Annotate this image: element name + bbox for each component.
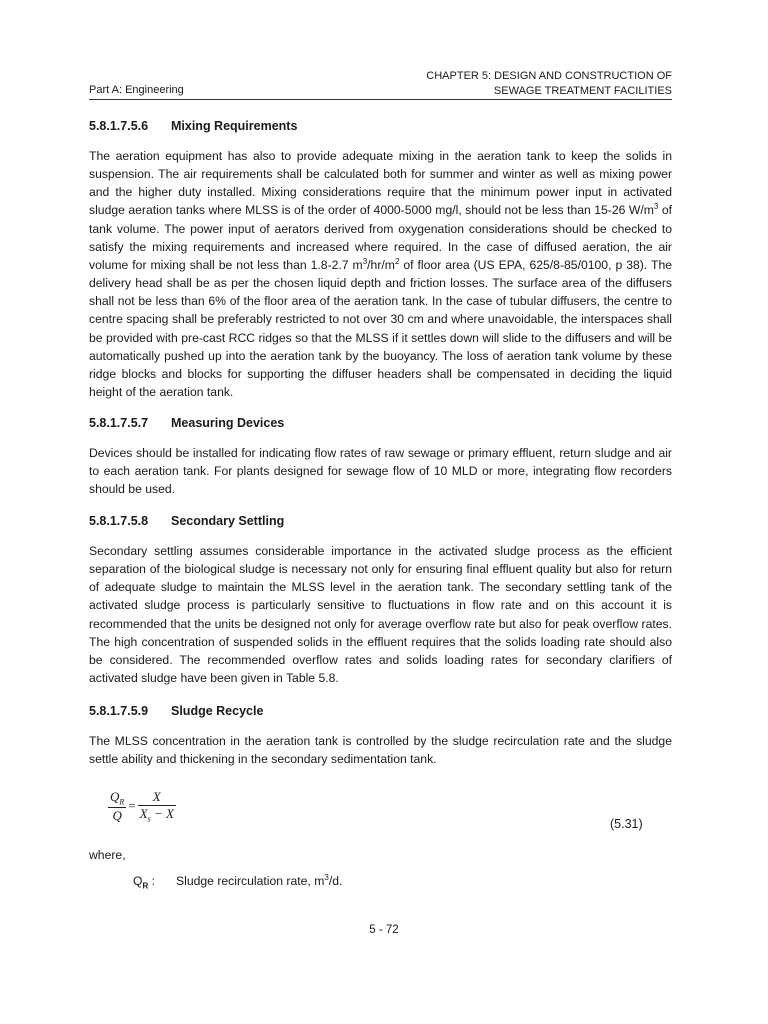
section-title: Measuring Devices (171, 416, 285, 430)
lhs-numerator (108, 789, 126, 808)
subscript-r: R (119, 797, 125, 807)
rhs-denominator (138, 806, 176, 824)
superscript: 3 (362, 256, 368, 266)
header-chapter-line1: CHAPTER 5: DESIGN AND CONSTRUCTION OF (426, 70, 672, 82)
section-title: Sludge Recycle (171, 704, 264, 718)
superscript: 2 (394, 256, 400, 266)
header-section-label: Part A: Engineering (89, 84, 184, 96)
paragraph-settling: Secondary settling assumes considerable importance in the activated sludge process as the efficient separation of the biological sludge is necessary not only for ensuring final effluent quality but also for return of adequate sludge to maintain the MLSS level in the aeration tank. The secondary settling tank of the activated sludge process is particularly sensitive to fluctuations in flow rate and on this account it is recommended that the units be designed not only for average overflow rate but also for peak overflow rates. The high concentration of suspended solids in the effluent requires that the solids loading rate should also be considered. The recommended overflow rates and solids loading rates for secondary clarifiers of activated sludge have been given in Table 5.8. (89, 544, 672, 686)
definition-text: Sludge recirculation rate, m (176, 874, 325, 888)
section-heading-recycle (89, 704, 263, 718)
text-run: The aeration equipment has also to provide adequate mixing in the aeration tank to keep the solids in suspension. The air requirements shall be calculated both for summer and winter as well as mixing power and the higher duty installed. Mixing considerations require that the minimum power input in activated sludge aeration tanks where MLSS is of the order of 4000-5000 mg/l, should not be less than 15-26 W/m (89, 149, 672, 218)
paragraph-measuring: Devices should be installed for indicating flow rates of raw sewage or primary effluent, return sludge and air to each aeration tank. For plants designed for sewage flow of 10 MLD or more, integrating flow recorders should be used. (89, 446, 672, 497)
colon: : (148, 874, 156, 888)
symbol-x: X (139, 806, 148, 821)
definition-tail: /d. (328, 874, 343, 888)
text-run: of floor area (US EPA, 625/8-85/0100, p 38). The delivery head shall be as per the chosen liquid depth and friction losses. The surface area of the diffusers shall not be less than 6% of the floor area of the aeration tank. In the case of tubular diffusers, the centre to centre spacing shall be preferably restricted to not over 30 cm and where unavoidable, the interspaces shall be provided with pre-cast RCC ridges so that the MLSS if it settles down will slide to the diffusers and will be automatically pushed up into the aeration tank by the buoyancy. The loss of aeration tank volume by these ridge blocks and blocks for supporting the diffuser headers shall be compensated in deciding the liquid height of the aeration tank. (89, 257, 672, 400)
section-number: 5.8.1.7.5.6 (89, 119, 149, 133)
symbol: Q (133, 874, 143, 888)
section-title: Secondary Settling (171, 514, 285, 528)
subscript-s: s (147, 814, 151, 824)
section-number: 5.8.1.7.5.9 (89, 704, 149, 718)
equals-sign: = (128, 798, 136, 814)
section-number: 5.8.1.7.5.7 (89, 416, 149, 430)
equation-5-31 (108, 789, 176, 824)
fraction-lhs (108, 789, 126, 824)
minus-x: − X (150, 806, 174, 821)
section-heading-measuring (89, 416, 284, 430)
text-run: of tank volume. The power input of aerators derived from oxygenation considerations should be checked to satisfy the mixing requirements and increased where required. In the case of diffused aeration, the air volume for mixing shall be not less than 1.8-2.7 m (89, 203, 672, 272)
superscript: 3 (653, 202, 659, 212)
definition-symbol (133, 874, 176, 891)
superscript: 3 (324, 872, 329, 882)
rhs-numerator: X (138, 789, 176, 806)
header-chapter-title (426, 69, 672, 99)
section-title: Mixing Requirements (171, 119, 298, 133)
header-rule (89, 99, 672, 100)
section-heading-mixing (89, 119, 297, 133)
paragraph-recycle: The MLSS concentration in the aeration tank is controlled by the sludge recirculation rate and the sludge settle ability and thickening in the secondary sedimentation tank. (89, 734, 672, 767)
where-label: where, (89, 848, 126, 862)
fraction-rhs (138, 789, 176, 824)
paragraph-mixing (89, 147, 672, 401)
header-chapter-line2: SEWAGE TREATMENT FACILITIES (493, 85, 672, 97)
symbol-subscript: R (142, 881, 149, 891)
section-number: 5.8.1.7.5.8 (89, 514, 149, 528)
section-heading-settling (89, 514, 284, 528)
symbol-q: Q (110, 789, 120, 804)
definition-qr (133, 872, 343, 891)
lhs-denominator: Q (112, 807, 122, 823)
equation-number: (5.31) (610, 817, 643, 831)
text-run: /hr/m (367, 257, 395, 272)
page-number: 5 - 72 (369, 924, 399, 936)
